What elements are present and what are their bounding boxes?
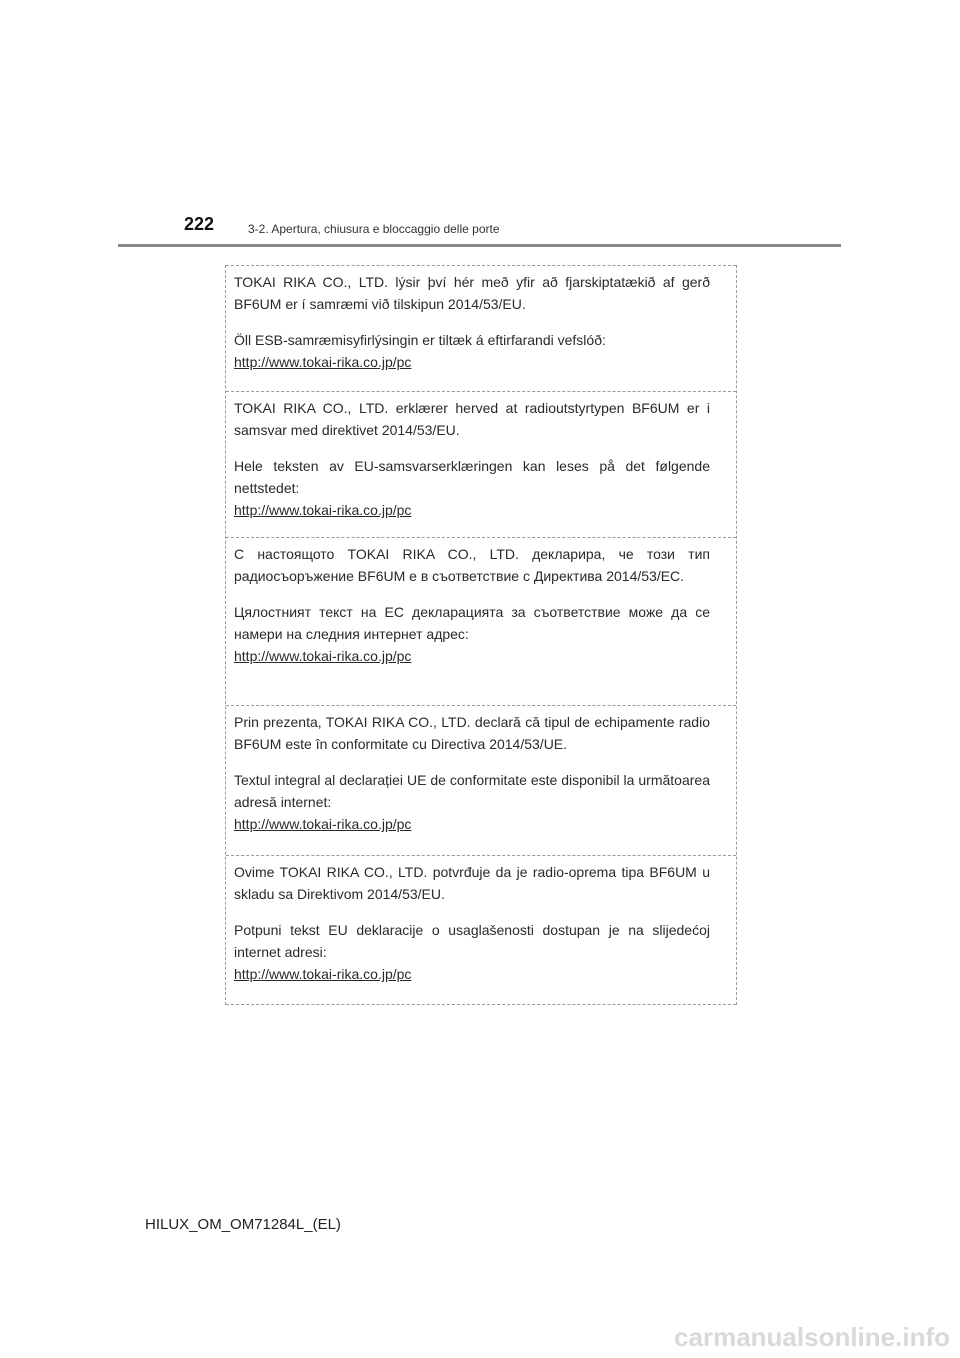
declaration-table — [225, 265, 737, 1005]
declaration-statement: TOKAI RIKA CO., LTD. erklærer herved at radioutstyrtypen BF6UM er i samsvar med direktivet 2014/53/EU. — [234, 400, 710, 438]
declaration-bosnian — [226, 855, 736, 1005]
declaration-link[interactable]: http://www.tokai-rika.co.jp/pc — [234, 648, 412, 664]
declaration-availability: Цялостният текст на ЕС декларацията за съответствие може да се намери на следния интернет адрес: — [234, 604, 710, 642]
declaration-availability: Potpuni tekst EU deklaracije o usaglašenosti dostupan je na slijedećoj internet adresi: — [234, 922, 710, 960]
declaration-availability: Textul integral al declarației UE de conformitate este disponibil la următoarea adresă internet: — [234, 772, 710, 810]
declaration-statement: Ovime TOKAI RIKA CO., LTD. potvrđuje da je radio-oprema tipa BF6UM u skladu sa Direktivom 2014/53/EU. — [234, 864, 710, 902]
declaration-norwegian — [226, 391, 736, 537]
declaration-statement: TOKAI RIKA CO., LTD. lýsir því hér með yfir að fjarskiptatækið af gerð BF6UM er í samræmi við tilskipun 2014/53/EU. — [234, 274, 710, 312]
declaration-bulgarian — [226, 537, 736, 705]
declaration-link[interactable]: http://www.tokai-rika.co.jp/pc — [234, 354, 412, 370]
declaration-link[interactable]: http://www.tokai-rika.co.jp/pc — [234, 502, 412, 518]
declaration-statement: С настоящото TOKAI RIKA CO., LTD. декларира, че този тип радиосъоръжение BF6UM е в съответствие с Директива 2014/53/ЕС. — [234, 546, 710, 584]
declaration-statement: Prin prezenta, TOKAI RIKA CO., LTD. declară că tipul de echipamente radio BF6UM este în conformitate cu Directiva 2014/53/UE. — [234, 714, 710, 752]
declaration-availability: Öll ESB-samræmisyfirlýsingin er tiltæk á eftirfarandi vefslóð: — [234, 332, 606, 348]
page-number: 222 — [184, 214, 215, 234]
declaration-romanian — [226, 705, 736, 855]
declaration-link[interactable]: http://www.tokai-rika.co.jp/pc — [234, 816, 412, 832]
declaration-link[interactable]: http://www.tokai-rika.co.jp/pc — [234, 966, 412, 982]
header-divider — [118, 244, 841, 247]
section-title: 3-2. Apertura, chiusura e bloccaggio delle porte — [248, 222, 500, 236]
declaration-icelandic — [226, 265, 736, 391]
declaration-availability: Hele teksten av EU-samsvarserklæringen kan leses på det følgende nettstedet: — [234, 458, 710, 496]
watermark: carmanualsonline.info — [674, 1322, 950, 1352]
document-code: HILUX_OM_OM71284L_(EL) — [145, 1216, 341, 1233]
